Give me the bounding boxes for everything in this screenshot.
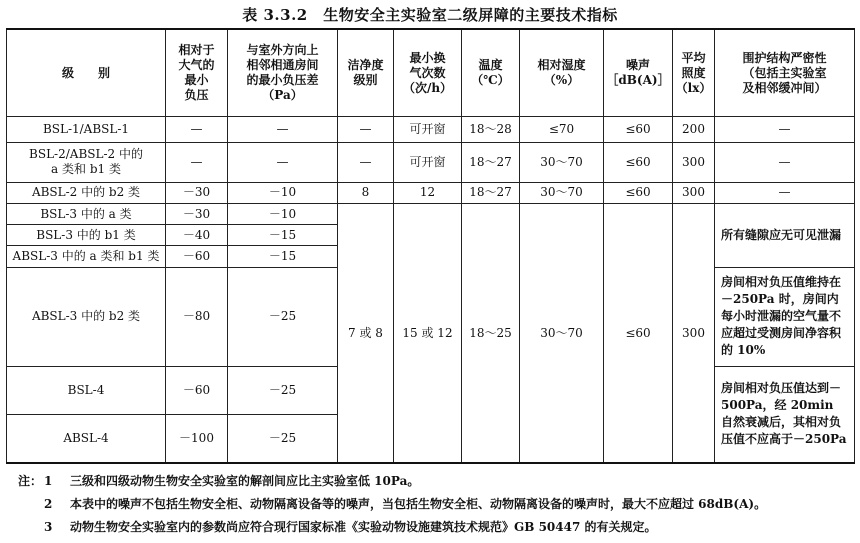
cell-tightness: —	[715, 117, 855, 142]
cell-humidity: ≤70	[520, 117, 604, 142]
cell-pressure: －40	[166, 225, 228, 246]
cell-noise: ≤60	[604, 182, 673, 203]
header-row	[7, 29, 855, 117]
cell-tightness: —	[715, 142, 855, 182]
table-row	[7, 182, 855, 203]
cell-air-changes: 可开窗	[394, 117, 462, 142]
cell-tightness-absl3: 房间相对负压值维持在－250Pa 时，房间内每小时泄漏的空气量不应超过受测房间净容积的 10%	[715, 267, 855, 366]
cell-pressure-diff: －15	[228, 246, 338, 267]
cell-illuminance-merged: 300	[673, 204, 715, 463]
table-notes	[18, 470, 854, 539]
cell-pressure-diff: －25	[228, 366, 338, 414]
cell-tightness: —	[715, 182, 855, 203]
spec-table	[6, 28, 855, 464]
table-row	[7, 204, 855, 225]
cell-pressure: －30	[166, 182, 228, 203]
cell-pressure: —	[166, 142, 228, 182]
cell-pressure-diff: －15	[228, 225, 338, 246]
note-item	[18, 493, 854, 516]
cell-air-changes: 可开窗	[394, 142, 462, 182]
cell-pressure: －60	[166, 366, 228, 414]
cell-pressure: －30	[166, 204, 228, 225]
cell-pressure-diff: －25	[228, 267, 338, 366]
cell-level: ABSL-4	[7, 414, 166, 463]
header-tightness: 围护结构严密性 （包括主实验室 及相邻缓冲间）	[715, 29, 855, 117]
cell-pressure-diff: －25	[228, 414, 338, 463]
cell-level: BSL-3 中的 a 类	[7, 204, 166, 225]
header-pressure: 相对于 大气的 最小 负压	[166, 29, 228, 117]
cell-cleanliness: 8	[338, 182, 394, 203]
cell-pressure: －80	[166, 267, 228, 366]
cell-temperature: 18～27	[462, 142, 520, 182]
cell-noise: ≤60	[604, 117, 673, 142]
note-number: 2	[44, 497, 53, 511]
cell-pressure-diff: －10	[228, 182, 338, 203]
cell-cleanliness-merged: 7 或 8	[338, 204, 394, 463]
cell-pressure-diff: —	[228, 117, 338, 142]
cell-pressure: —	[166, 117, 228, 142]
note-text: 本表中的噪声不包括生物安全柜、动物隔离设备等的噪声，当包括生物安全柜、动物隔离设备的噪声时，最大不应超过 68dB(A)。	[70, 497, 767, 511]
cell-noise-merged: ≤60	[604, 204, 673, 463]
table-row	[7, 117, 855, 142]
note-number: 1	[44, 474, 53, 488]
header-noise: 噪声 ［dB(A)］	[604, 29, 673, 117]
cell-illuminance: 300	[673, 182, 715, 203]
header-humidity: 相对湿度 （%）	[520, 29, 604, 117]
cell-level: ABSL-2 中的 b2 类	[7, 182, 166, 203]
header-illuminance: 平均 照度 （lx）	[673, 29, 715, 117]
cell-level: BSL-2/ABSL-2 中的 a 类和 b1 类	[7, 142, 166, 182]
cell-level: ABSL-3 中的 a 类和 b1 类	[7, 246, 166, 267]
header-temperature: 温度 （℃）	[462, 29, 520, 117]
cell-pressure-diff: －10	[228, 204, 338, 225]
cell-humidity-merged: 30～70	[520, 204, 604, 463]
note-lead: 注：	[18, 474, 43, 488]
cell-temperature: 18～28	[462, 117, 520, 142]
cell-level: ABSL-3 中的 b2 类	[7, 267, 166, 366]
header-level: 级 别	[7, 29, 166, 117]
header-cleanliness: 洁净度 级别	[338, 29, 394, 117]
cell-pressure-diff: —	[228, 142, 338, 182]
cell-level: BSL-1/ABSL-1	[7, 117, 166, 142]
table-row	[7, 142, 855, 182]
note-item	[18, 470, 854, 493]
cell-tightness-bsl3: 所有缝隙应无可见泄漏	[715, 204, 855, 268]
note-text: 动物生物安全实验室内的参数尚应符合现行国家标准《实验动物设施建筑技术规范》GB 50447 的有关规定。	[70, 520, 657, 534]
cell-cleanliness: —	[338, 142, 394, 182]
cell-tightness-level4: 房间相对负压值达到－500Pa，经 20min 自然衰减后，其相对负压值不应高于－250Pa	[715, 366, 855, 463]
cell-pressure: －60	[166, 246, 228, 267]
cell-pressure: －100	[166, 414, 228, 463]
note-item	[18, 516, 854, 539]
header-air-changes: 最小换 气次数 （次/h）	[394, 29, 462, 117]
header-pressure-diff: 与室外方向上 相邻相通房间 的最小负压差 （Pa）	[228, 29, 338, 117]
cell-illuminance: 200	[673, 117, 715, 142]
cell-illuminance: 300	[673, 142, 715, 182]
cell-air-changes-merged: 15 或 12	[394, 204, 462, 463]
cell-temperature: 18～27	[462, 182, 520, 203]
cell-noise: ≤60	[604, 142, 673, 182]
table-title: 表 3.3.2 生物安全主实验室二级屏障的主要技术指标	[242, 6, 618, 24]
cell-humidity: 30～70	[520, 182, 604, 203]
note-text: 三级和四级动物生物安全实验室的解剖间应比主实验室低 10Pa。	[70, 474, 420, 488]
cell-level: BSL-4	[7, 366, 166, 414]
cell-cleanliness: —	[338, 117, 394, 142]
note-number: 3	[44, 520, 53, 534]
cell-level: BSL-3 中的 b1 类	[7, 225, 166, 246]
cell-temperature-merged: 18～25	[462, 204, 520, 463]
cell-air-changes: 12	[394, 182, 462, 203]
cell-humidity: 30～70	[520, 142, 604, 182]
